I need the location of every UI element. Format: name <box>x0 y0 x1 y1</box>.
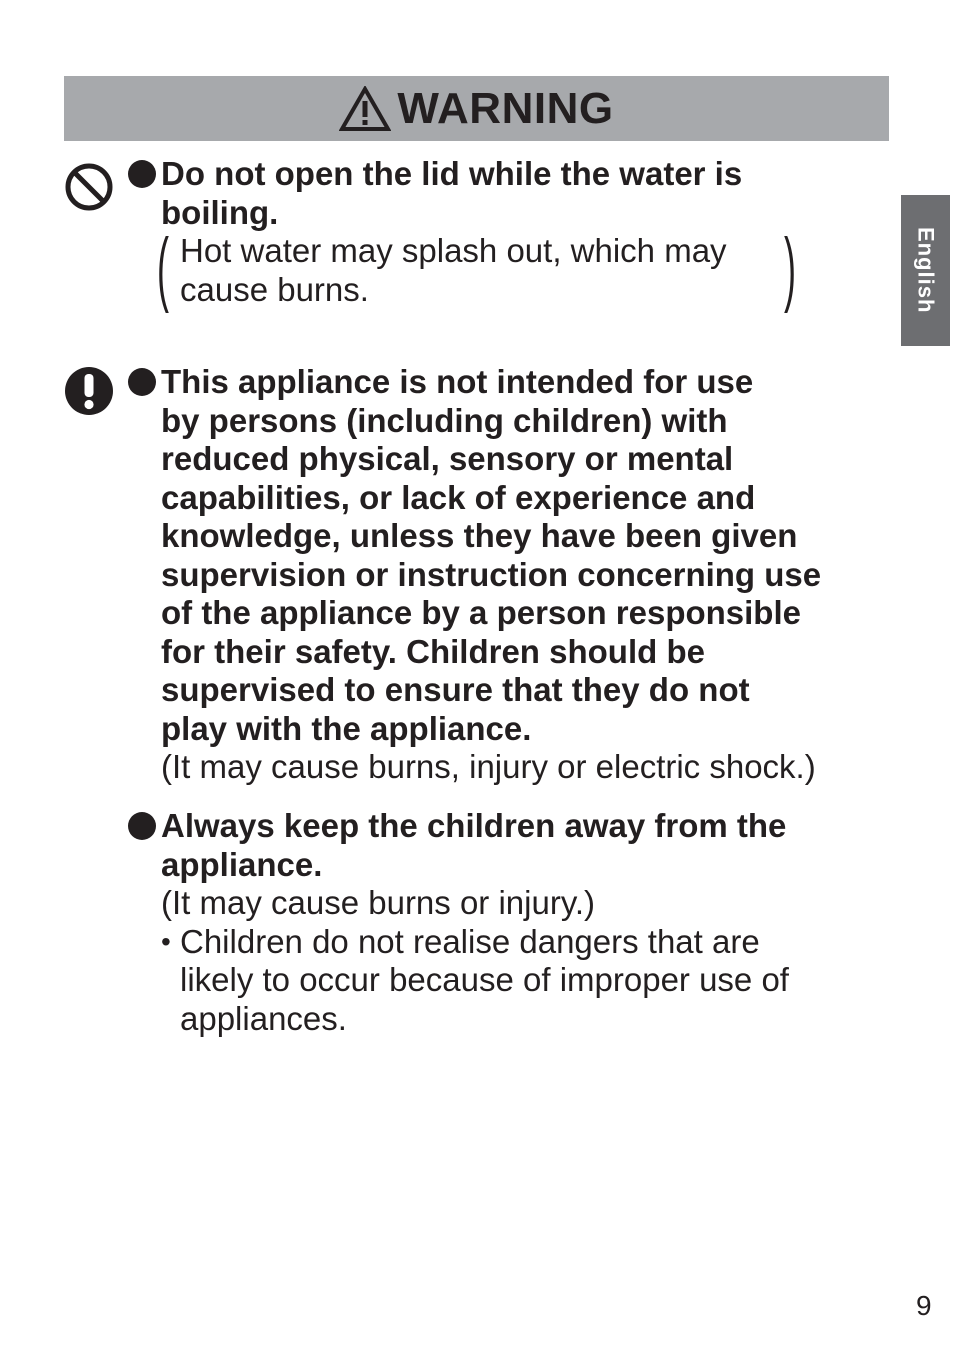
language-tab <box>901 195 950 346</box>
instruction-text: This appliance is not intended for use by persons (including children) with reduced physical, sensory or mental capabilities, or lack of experience and knowledge, unless they have been given supervision or instruction concerning use of the appliance by a person responsible for their safety. Children should be supervised to ensure that they do not play with the appliance. <box>161 363 822 747</box>
instruction-text: Always keep the children away from the appliance. <box>161 807 787 883</box>
exclamation-mandatory-icon <box>64 366 114 416</box>
bullet-dot <box>128 160 156 188</box>
instruction-text: Do not open the lid while the water is boiling. <box>161 155 743 231</box>
page-number: 9 <box>916 1290 932 1321</box>
prohibition-icon <box>64 162 114 212</box>
right-paren: ) <box>784 220 796 315</box>
note-text: (It may cause burns, injury or electric shock.) <box>161 748 816 785</box>
warning-item-children <box>161 807 901 1038</box>
warning-triangle-icon <box>339 86 391 132</box>
warning-title: WARNING <box>397 83 614 133</box>
note-text: Hot water may splash out, which may cause burns. <box>180 232 727 308</box>
warning-item-lid <box>157 155 901 315</box>
sub-bullet-mark: • <box>161 925 171 957</box>
parenthetical-note <box>157 220 820 315</box>
warning-banner-content <box>339 83 614 133</box>
bullet-dot <box>128 812 156 840</box>
sub-point <box>161 923 901 1039</box>
sub-point-text: Children do not realise dangers that are likely to occur because of improper use of appliances. <box>180 922 789 1037</box>
warning-banner <box>64 76 889 141</box>
language-tab-label: English <box>913 227 939 314</box>
note-text: (It may cause burns or injury.) <box>161 884 596 921</box>
warning-item-supervision <box>161 363 901 787</box>
left-paren: ( <box>157 220 169 315</box>
bullet-dot <box>128 368 156 396</box>
